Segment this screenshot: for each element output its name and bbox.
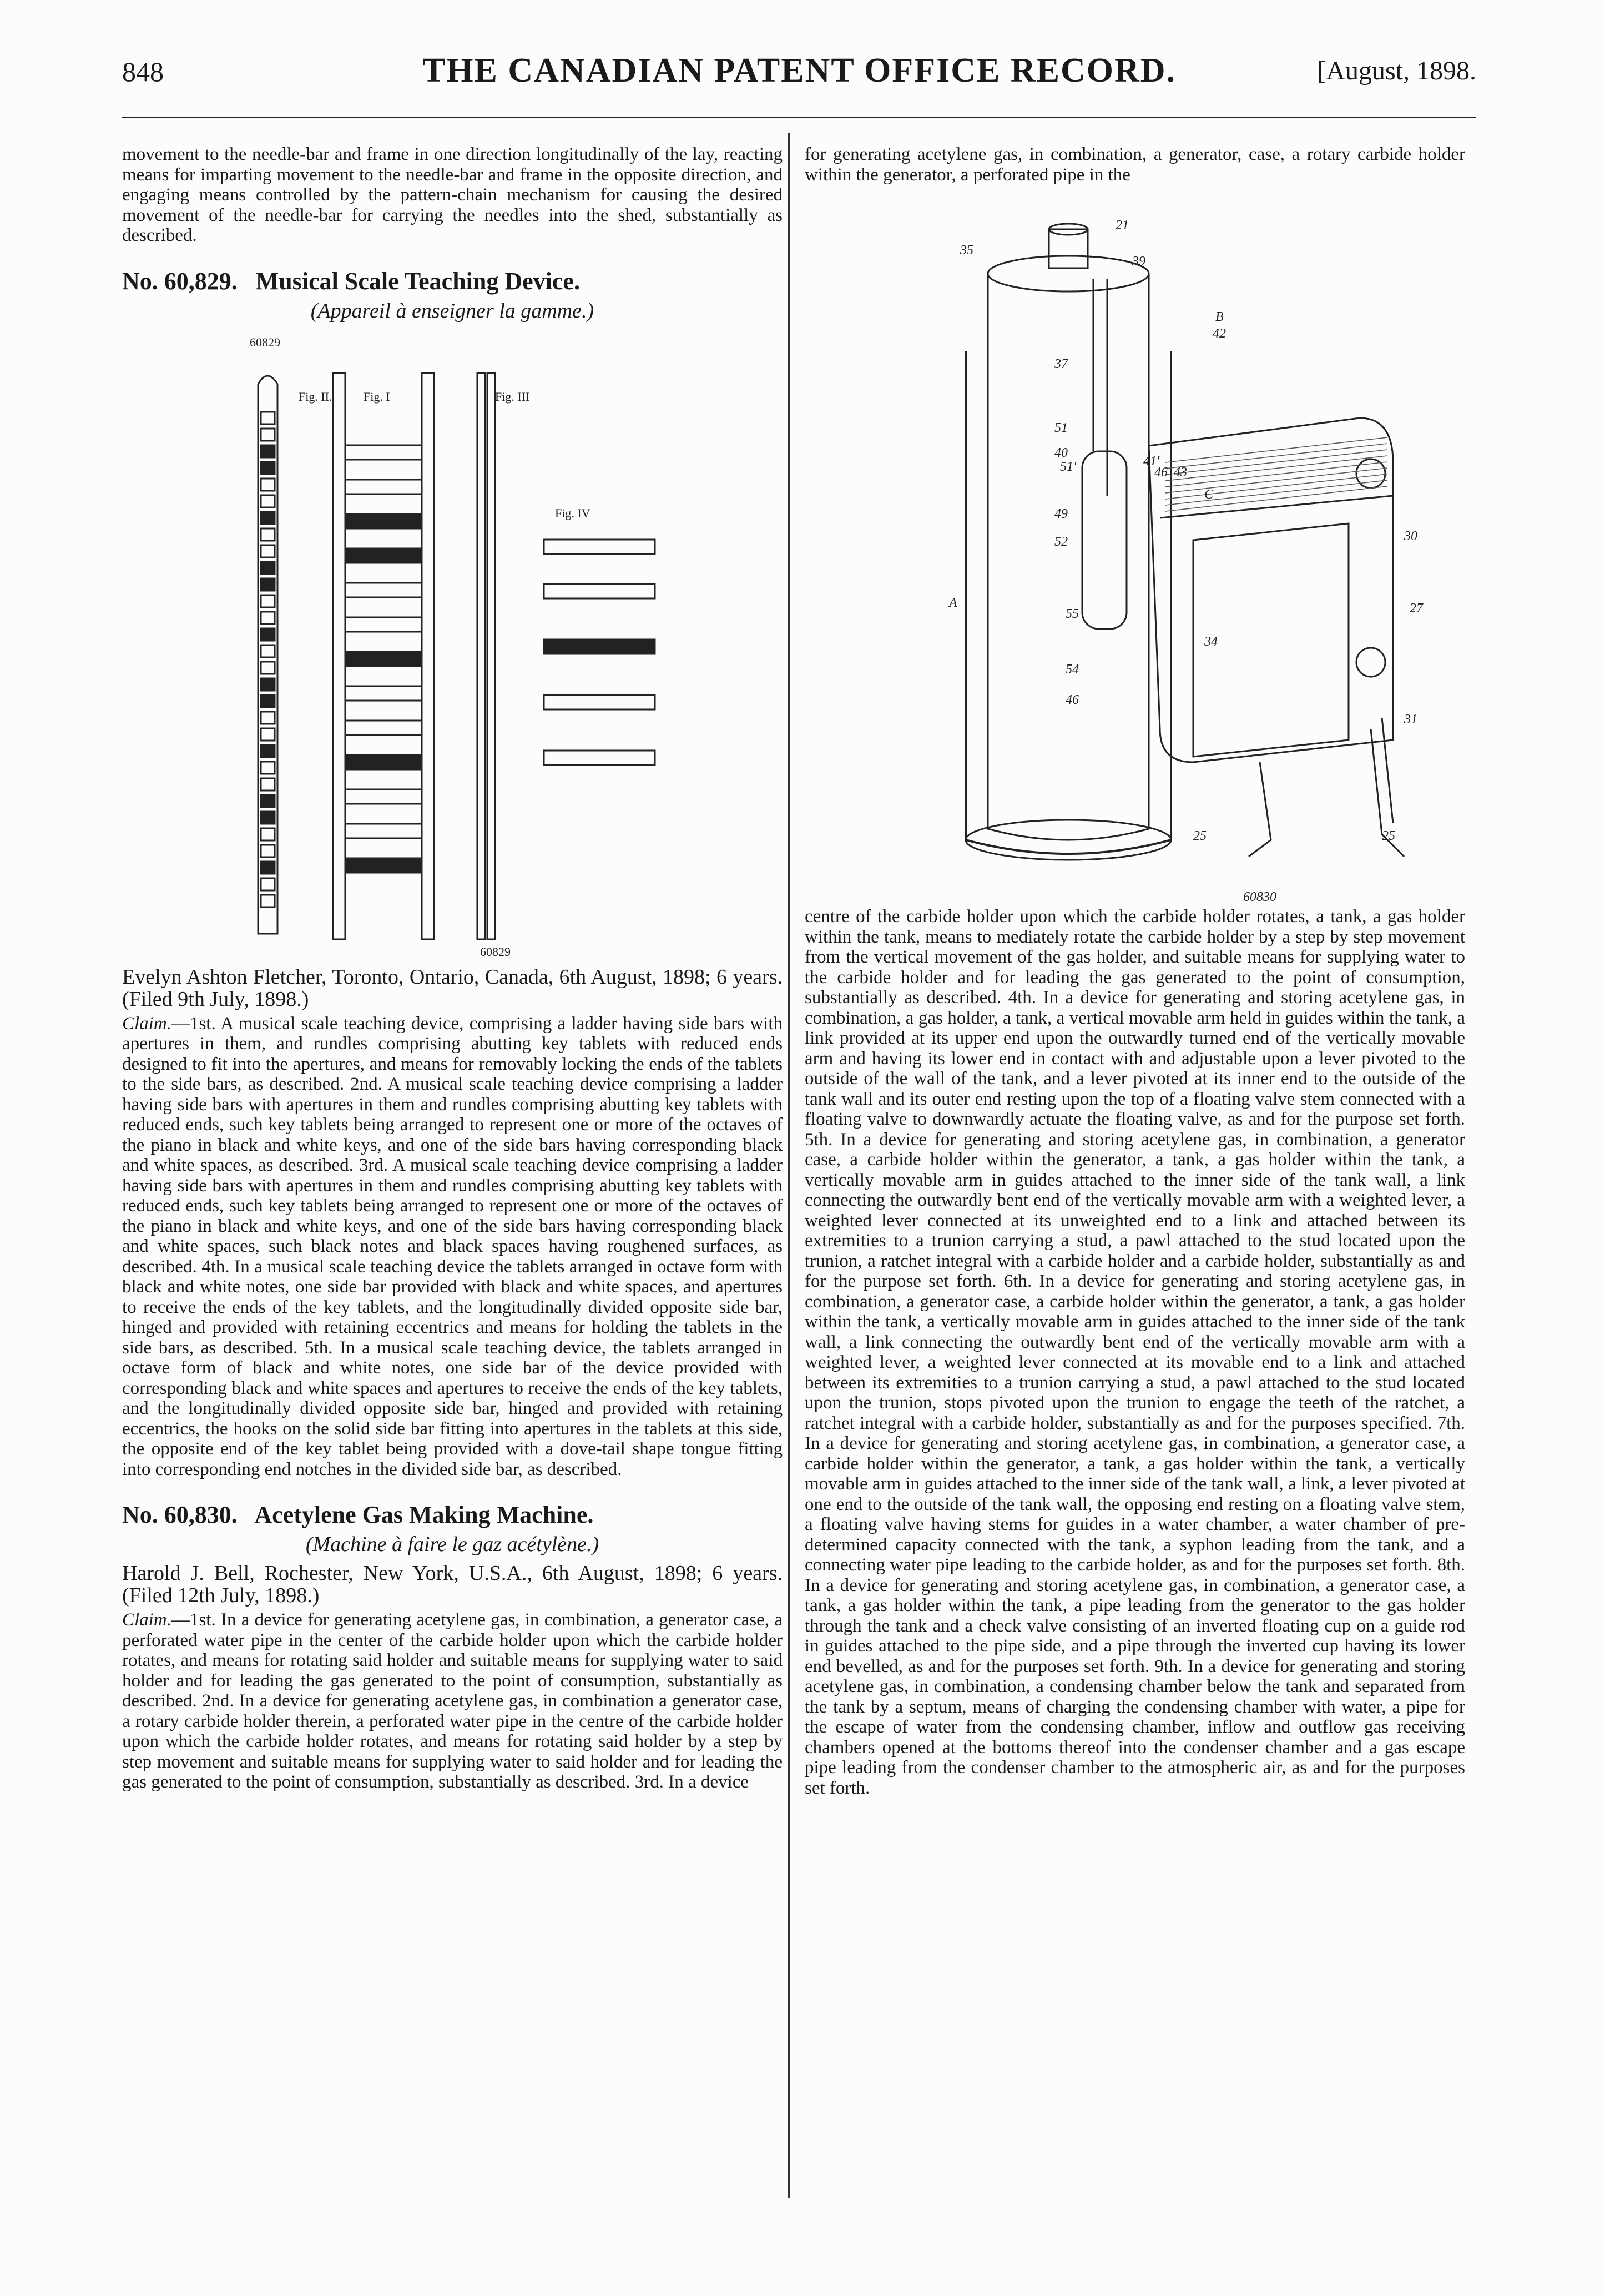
inventor-line: Evelyn Ashton Fletcher, Toronto, Ontario, Canada, 6th August, 1898; 6 years. (Filed 9th July, 1898.) <box>122 965 783 1011</box>
figure-reference-label: 30 <box>1404 529 1417 543</box>
figure-reference-label: 43 <box>1174 465 1187 480</box>
ladder-rung <box>345 583 422 597</box>
figure-reference-label: 46 <box>1066 693 1079 707</box>
figure-reference-label: 35 <box>960 243 973 258</box>
hatch-line <box>1165 480 1387 505</box>
key-tablet <box>261 662 275 674</box>
patent-number: No. 60,829. <box>122 267 238 295</box>
acetylene-machine-figure <box>805 185 1465 907</box>
page-header <box>122 52 1476 100</box>
fig-label-3: Fig. III <box>495 389 530 404</box>
key-tablet <box>261 762 275 774</box>
fig1-ladder <box>333 373 434 939</box>
header-rule <box>122 117 1476 118</box>
figure-reference-label: 34 <box>1204 635 1218 649</box>
key-tablet <box>261 495 275 507</box>
key-tablet <box>261 862 275 874</box>
fig-label-2: Fig. II. <box>299 389 332 404</box>
figure-reference-label: 25 <box>1193 829 1207 843</box>
hatch-line <box>1165 462 1387 487</box>
page-number: 848 <box>122 56 164 87</box>
claim-label: Claim. <box>122 1610 171 1630</box>
key-tablet <box>261 462 275 474</box>
key-tablet <box>261 895 275 907</box>
ladder-rung <box>345 755 422 769</box>
key-tablet <box>261 545 275 557</box>
ladder-rung <box>345 686 422 701</box>
figure-reference-label: 41' <box>1143 454 1160 469</box>
figure-reference-label: 39 <box>1132 254 1145 269</box>
musical-scale-figure <box>122 329 783 961</box>
figure-reference-label: 49 <box>1054 507 1068 521</box>
figure-reference-label: 52 <box>1054 535 1068 549</box>
page-title: THE CANADIAN PATENT OFFICE RECORD. <box>422 52 1177 89</box>
tank-cylinder <box>988 274 1149 840</box>
figure-reference-label: 40 <box>1054 446 1068 460</box>
left-column <box>122 144 783 1793</box>
hatch-line <box>1165 444 1387 469</box>
figure-reference-label: 46 <box>1154 465 1168 480</box>
figure-reference-label: 31 <box>1404 712 1417 727</box>
hatch-line <box>1165 474 1387 499</box>
patent-number: No. 60,830. <box>122 1501 238 1528</box>
fig-label-4: Fig. IV <box>555 506 590 520</box>
ladder-rung <box>345 721 422 735</box>
french-title: (Appareil à enseigner la gamme.) <box>310 299 594 323</box>
claim-continued: centre of the carbide holder upon which the carbide holder rotates, a tank, a gas holder within the tank, means to mediately rotate the carbide holder by a step by step movement from the vertical movement of the gas holder, and suitable means for supplying water to the carbide holder and for leading the gas generated to the point of consumption, substantially as described. 4th. In a device for generating and storing acetylene gas, in combination, a gas holder, a tank, a vertical movable arm held in guides within the tank, a link provided at its upper end upon the outwardly turned end of the vertically movable arm and having its lower end in contact with and adjustable upon a lever pivoted to the outside of the wall of the tank, and a lever pivoted at its inner end to the outside of the tank wall and its outer end resting upon the top of a floating valve stem connected with a floating valve to downwardly actuate the floating valve, as and for the purpose set forth. 5th. In a device for generating and storing acetylene gas, in combination, a generator case, a carbide holder within the generator, a tank, a gas holder within the tank, a vertically movable arm in guides attached to the inner side of the tank wall, a link connecting the outwardly bent end of the vertically movable arm with a weighted lever, a weighted lever connected at its unweighted end to a link and attached between its extremities to a trunion carrying a stud, a pawl attached to the stud located upon the trunion, a ratchet integral with a carbide holder and a carbide holder, substantially as and for the purpose set forth. 6th. In a device for generating and storing acetylene gas, in combination, a generator case, a carbide holder within the generator, a tank, a gas holder within the tank, a vertically movable arm in guides attached to the inner side of the tank wall, a link connecting the outwardly bent end of the vertically movable arm with a weighted lever, a weighted lever connected at its movable end to a link and attached between its extremities to a trunion carrying a stud, a pawl attached to the stud located upon the trunion, stops pivoted upon the trunion to engage the teeth of the ratchet, a ratchet integral with a carbide holder, substantially as and for the purposes specified. 7th. In a device for generating and storing acetylene gas, in combination, a generator case, a carbide holder within the generator, a tank, a gas holder within the tank, a vertically movable arm in guides attached to the inner side of the tank wall, a link, a lever pivoted at one end to the outside of the tank wall, the opposing end resting on a floating valve stem, a floating valve having stems for guides in a water chamber, a water chamber of pre-determined capacity connected with the tank, a syphon leading from the tank, and a connecting water pipe leading to the carbide holder, as and for the purposes set forth. 8th. In a device for generating and storing acetylene gas, in combination, a generator case, a tank, a gas holder within the tank, a pipe leading from the generator to the gas holder through the tank and a check valve consisting of an inverted floating cup on a guide rod in guides attached to the pipe side, and a pipe through the inverted cup having its lower end bevelled, as and for the purposes set forth. 9th. In a device for generating and storing acetylene gas, in combination, a condensing chamber below the tank and separated from the tank by a septum, means of charging the condensing chamber with water, a pipe for the escape of water from the condensing chamber, inflow and outflow gas receiving chambers opened at the bottoms thereof into the condenser chamber and a gas escape pipe leading from the condenser chamber to the atmospheric air, as and for the purposes set forth. <box>805 907 1465 1798</box>
figure-reference-label: 25 <box>1382 829 1395 843</box>
ladder-rung <box>345 548 422 563</box>
french-title: (Machine à faire le gaz acétylène.) <box>305 1533 599 1556</box>
key-tablet <box>261 695 275 707</box>
column-divider <box>788 133 790 2198</box>
patent-heading-60830 <box>122 1501 783 1529</box>
key-tablet <box>261 445 275 457</box>
ladder-rung <box>345 858 422 873</box>
key-tablet <box>261 412 275 424</box>
key-tablet <box>261 878 275 890</box>
patent-title: Acetylene Gas Making Machine. <box>254 1501 594 1528</box>
ladder-rung <box>345 617 422 632</box>
key-tablet <box>261 562 275 574</box>
right-column <box>805 144 1465 1798</box>
key-tablet <box>261 778 275 790</box>
key-tablet <box>261 528 275 541</box>
claim-body: —1st. In a device for generating acetylene gas, in combination, a generator case, a perforated water pipe in the center of the carbide holder upon which the carbide holder rotates, and means for rotating said holder and suitable means for supplying water to said holder and for leading the gas generated to the point of consumption, substantially as described. 2nd. In a device for generating acetylene gas, in combination a generator case, a rotary carbide holder therein, a perforated water pipe in the centre of the carbide holder upon which the carbide holder rotates, and means for rotating said holder by a step by step movement and suitable means for supplying water to said holder and for leading the gas generated to the point of consumption, substantially as described. 3rd. In a device <box>122 1610 783 1792</box>
key-tablet <box>261 479 275 491</box>
key-tablet <box>261 645 275 657</box>
continued-claim-text: movement to the needle-bar and frame in one direction longitudinally of the lay, reacting means for imparting movement to the needle-bar and frame in the opposite direction, and engaging means controlled by the pattern-chain mechanism for causing the desired movement of the needle-bar for carrying the needles into the shed, substantially as described. <box>122 144 783 245</box>
ladder-rung <box>345 445 422 460</box>
hatch-line <box>1165 468 1387 493</box>
patent-heading-60829 <box>122 267 783 295</box>
fig2-key-strip <box>258 376 277 934</box>
claim-text <box>122 1014 783 1480</box>
figure-reference-label: 37 <box>1054 357 1068 371</box>
figure-reference-label: 21 <box>1116 218 1129 233</box>
key-tablet <box>261 578 275 591</box>
claim-label: Claim. <box>122 1013 171 1034</box>
figure-reference-label: 55 <box>1066 607 1079 621</box>
figure-reference-label: 27 <box>1410 601 1423 616</box>
key-tablet <box>261 612 275 624</box>
figure-reference-label: 54 <box>1066 662 1079 677</box>
figure-number-top: 60829 <box>250 335 280 349</box>
key-tablet <box>261 595 275 607</box>
figure-reference-label: B <box>1215 310 1224 324</box>
fig3-divided-bar <box>477 373 495 939</box>
hatch-line <box>1165 437 1387 462</box>
figure-number-bottom: 60829 <box>480 944 511 959</box>
ladder-rung <box>345 514 422 528</box>
hatch-line <box>1165 450 1387 475</box>
key-tablet <box>261 828 275 840</box>
claim-text <box>122 1610 783 1793</box>
ladder-rung <box>345 652 422 666</box>
key-tablet <box>261 745 275 757</box>
fig-label-1: Fig. I <box>364 389 390 404</box>
figure-reference-label: C <box>1204 487 1214 502</box>
key-tablet <box>261 812 275 824</box>
ladder-rung <box>345 789 422 804</box>
figure-reference-label: 51' <box>1060 460 1077 474</box>
key-tablet <box>261 728 275 741</box>
key-tablet <box>261 795 275 807</box>
claim-body: —1st. A musical scale teaching device, comprising a ladder having side bars with apertures in them, and rundles comprising abutting key tablets with reduced ends designed to fit into the apertures, and means for removably locking the ends of the tablets to the side bars, as described. 2nd. A musical scale teaching device comprising a ladder having side bars with apertures in them and rundles comprising abutting key tablets with reduced ends, such key tablets being arranged to represent one or more of the octaves of the piano in black and white keys, and one of the side bars having corresponding black and white spaces, as described. 3rd. A musical scale teaching device comprising a ladder having side bars with apertures in them and rundles comprising abutting key tablets with reduced ends, such key tablets being arranged to represent one or more of the octaves of the piano in black and white keys, and one of the side bars having corresponding black and white spaces, such black notes and black spaces having roughened surfaces, as described. 4th. In a musical scale teaching device the tablets arranged in octave form with black and white notes, one side bar provided with black and white spaces, and apertures to receive the ends of the key tablets, and the longitudinally divided opposite side bar, hinged and provided with retaining eccentrics and means for holding the tablets in the side bars, as described. 5th. In a musical scale teaching device, the tablets arranged in octave form of black and white notes, one side bar of the device provided with corresponding black and white spaces and apertures to receive the ends of the key tablets, and the longitudinally divided opposite side bar, hinged and provided with retaining eccentrics, the hooks on the solid side bar fitting into apertures in the tablets at this side, the opposite end of the key tablet being provided with a dove-tail shape tongue fitting into corresponding end notches in the divided side bar, as described. <box>122 1013 783 1479</box>
claim-continued-top: for generating acetylene gas, in combination, a generator, case, a rotary carbide holder within the generator, a perforated pipe in the <box>805 144 1465 185</box>
figure-reference-label: 42 <box>1213 326 1226 341</box>
key-tablet <box>261 628 275 641</box>
patent-title: Musical Scale Teaching Device. <box>255 267 580 295</box>
hatch-line <box>1165 456 1387 481</box>
key-tablet <box>261 712 275 724</box>
key-tablet <box>261 678 275 691</box>
figure-reference-label: A <box>949 596 957 610</box>
inventor-line: Harold J. Bell, Rochester, New York, U.S.A., 6th August, 1898; 6 years. (Filed 12th July, 1898.) <box>122 1562 783 1607</box>
ladder-rung <box>345 824 422 838</box>
fig4-tablets <box>544 540 655 765</box>
ladder-rung <box>345 480 422 494</box>
figure-number: 60830 <box>1243 890 1276 904</box>
key-tablet <box>261 845 275 857</box>
key-tablet <box>261 512 275 524</box>
figure-reference-label: 51 <box>1054 421 1068 435</box>
key-tablet <box>261 429 275 441</box>
page-date: [August, 1898. <box>1317 56 1476 85</box>
